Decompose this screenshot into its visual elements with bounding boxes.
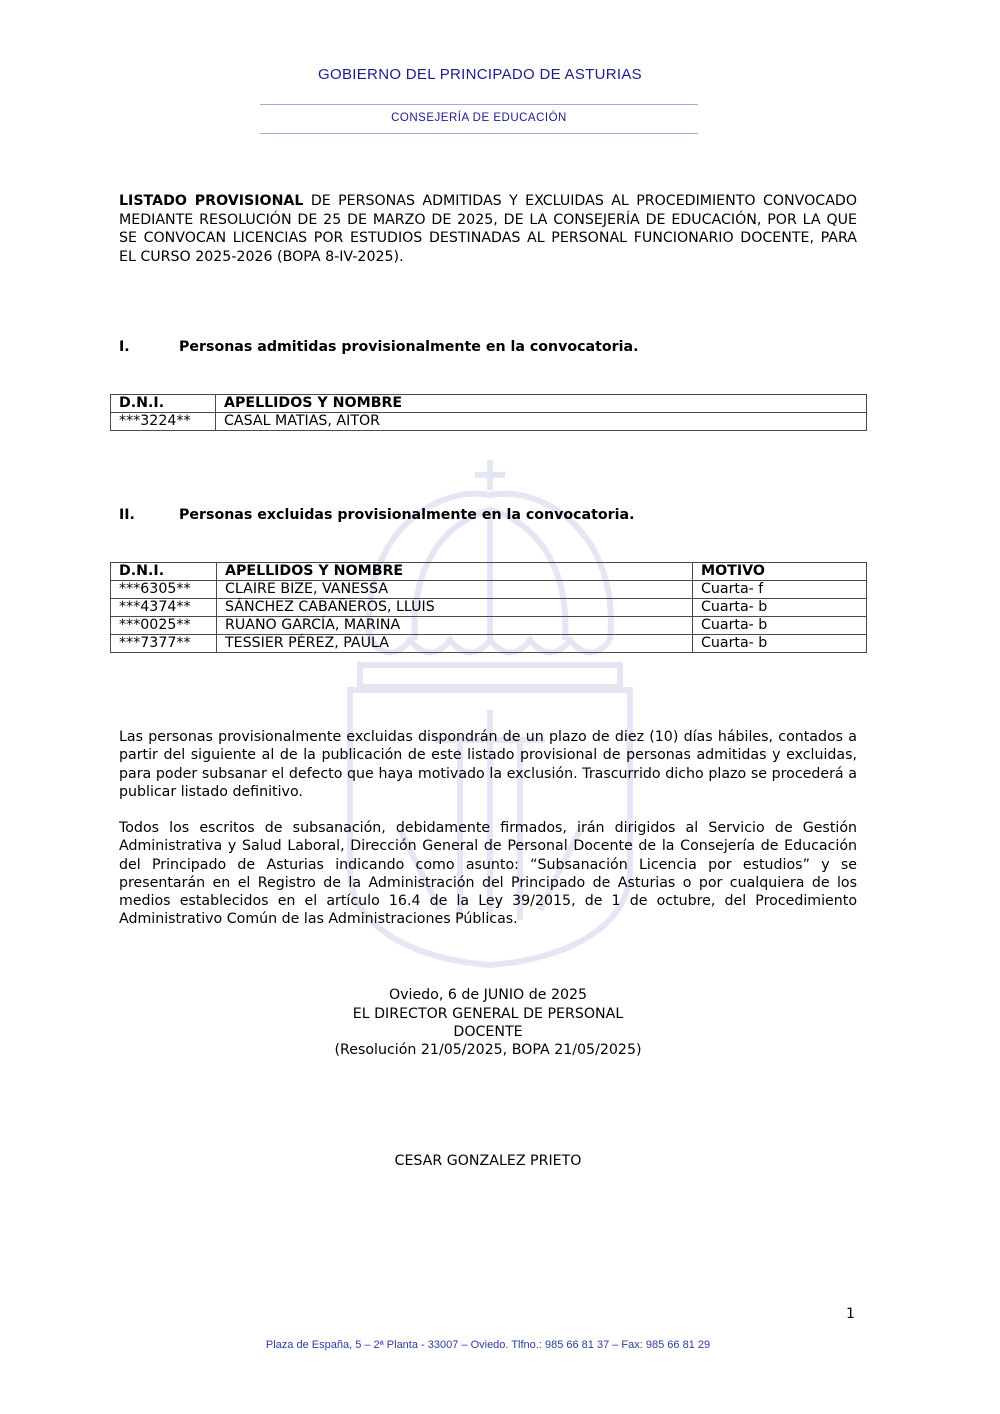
signature-resolution: (Resolución 21/05/2025, BOPA 21/05/2025)	[334, 1042, 642, 1058]
table-row	[111, 635, 867, 653]
section-title: Personas admitidas provisionalmente en la convocatoria.	[179, 339, 639, 355]
header-title: GOBIERNO DEL PRINCIPADO DE ASTURIAS	[318, 66, 642, 83]
section-number: I.	[119, 339, 130, 355]
section-admitted-heading	[119, 339, 638, 355]
column-header-name: APELLIDOS Y NOMBRE	[217, 563, 693, 581]
paragraph-correction-period: Las personas provisionalmente excluidas dispondrán de un plazo de diez (10) días hábiles, contados a partir del siguiente al de la publicación de este listado provisional de personas admitidas y excluidas, para poder subsanar el defecto que haya motivado la exclusión. Trascurrido dicho plazo se procederá a publicar listado definitivo.	[119, 729, 857, 800]
table-row	[111, 581, 867, 599]
table-row	[111, 617, 867, 635]
column-header-dni: D.N.I.	[111, 395, 216, 413]
table-row	[111, 599, 867, 617]
section-number: II.	[119, 507, 135, 523]
footer-address: Plaza de España, 5 – 2ª Planta - 33007 – Oviedo. Tlfno.: 985 66 81 37 – Fax: 985 66 81 29	[265, 1339, 711, 1351]
cell-reason: Cuarta- b	[693, 617, 867, 635]
header-subtitle: CONSEJERÍA DE EDUCACIÓN	[391, 112, 567, 124]
table-row	[111, 413, 867, 431]
signer-name: CESAR GONZALEZ PRIETO	[394, 1153, 582, 1169]
page-number: 1	[846, 1306, 855, 1322]
cell-name: CASAL MATIAS, AITOR	[216, 413, 867, 431]
title-bold-lead: LISTADO PROVISIONAL	[119, 193, 304, 209]
table-header-row	[111, 563, 867, 581]
cell-reason: Cuarta- b	[693, 599, 867, 617]
paragraph-submission-instructions: Todos los escritos de subsanación, debidamente firmados, irán dirigidos al Servicio de Gestión Administrativa y Salud Laboral, Dirección General de Personal Docente de la Consejería de Educación del Principado de Asturias indicando como asunto: “Subsanación Licencia por estudios” y se presentarán en el Registro de la Administración del Principado de Asturias o por cualquiera de los medios establecidos en el artículo 16.4 de la Ley 39/2015, de 1 de octubre, del Procedimiento Administrativo Común de las Administraciones Públicas.	[119, 820, 857, 928]
cell-dni: ***6305**	[111, 581, 217, 599]
section-title: Personas excluidas provisionalmente en la convocatoria.	[179, 507, 635, 523]
cell-reason: Cuarta- b	[693, 635, 867, 653]
header-divider-bottom	[260, 133, 698, 134]
excluded-table	[110, 562, 867, 653]
cell-name: RUANO GARCÍA, MARINA	[217, 617, 693, 635]
document-title	[119, 192, 857, 266]
cell-dni: ***0025**	[111, 617, 217, 635]
section-excluded-heading	[119, 507, 634, 523]
column-header-dni: D.N.I.	[111, 563, 217, 581]
column-header-reason: MOTIVO	[693, 563, 867, 581]
cell-dni: ***3224**	[111, 413, 216, 431]
cell-dni: ***7377**	[111, 635, 217, 653]
column-header-name: APELLIDOS Y NOMBRE	[216, 395, 867, 413]
signature-place-date: Oviedo, 6 de JUNIO de 2025	[388, 987, 588, 1003]
table-header-row	[111, 395, 867, 413]
cell-dni: ***4374**	[111, 599, 217, 617]
signature-role-line2: DOCENTE	[453, 1024, 523, 1040]
cell-name: CLAIRE BIZE, VANESSA	[217, 581, 693, 599]
header-divider-top	[260, 104, 698, 105]
cell-name: SÁNCHEZ CABAÑEROS, LLUIS	[217, 599, 693, 617]
cell-reason: Cuarta- f	[693, 581, 867, 599]
signature-role-line1: EL DIRECTOR GENERAL DE PERSONAL	[352, 1006, 624, 1022]
title-text: DE PERSONAS ADMITIDAS Y EXCLUIDAS AL PROCEDIMIENTO CONVOCADO MEDIANTE RESOLUCIÓN DE 25 DE MARZO DE 2025, DE LA CONSEJERÍA DE EDUCACIÓN, POR LA QUE SE CONVOCAN LICENCIAS POR ESTUDIOS DESTINADAS AL PERSONAL FUNCIONARIO DOCENTE, PARA EL CURSO 2025-2026 (BOPA 8-IV-2025).	[119, 193, 857, 265]
cell-name: TESSIER PÉREZ, PAULA	[217, 635, 693, 653]
admitted-table	[110, 394, 867, 431]
